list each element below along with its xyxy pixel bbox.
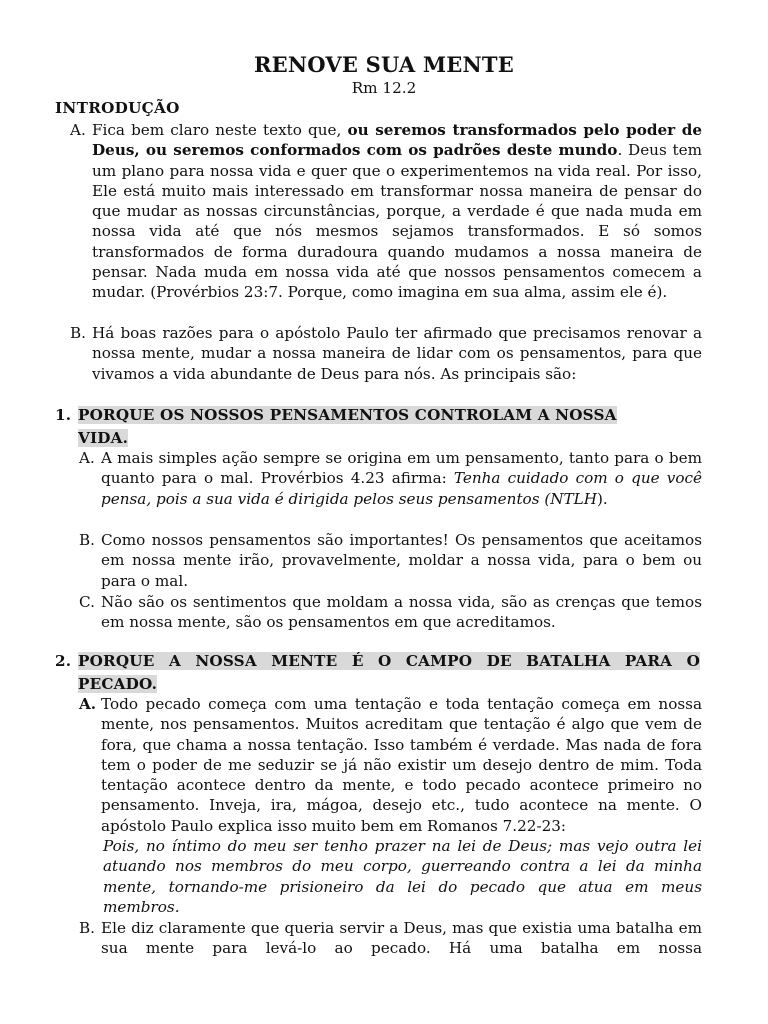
item-text: Há boas razões para o apóstolo Paulo ter afirmado que precisamos renovar a nossa mente, mudar a nossa maneira de lidar com os pensamentos, para que vivamos a vida abundante de Deus para nós. As principais são:	[92, 324, 702, 383]
section-1-item-c	[79, 592, 702, 633]
scripture-reference: Rm 12.2	[351, 79, 417, 97]
item-text: . Deus tem um plano para nossa vida e quer que o experimentemos na vida real. Por isso, Ele está muito mais interessado em transformar nossa maneira de pensar do que mudar as nossas circunstâncias, porque, a verdade é que nada muda em nossa vida até que nós mesmos sejamos transformados. E só somos transformados de forma duradoura quando mudamos a nossa maneira de pensar. Nada muda em nossa vida até que nossos pensamentos comecem a mudar. (Provérbios 23:7. Porque, como imagina em sua alma, assim ele é).	[92, 141, 702, 302]
section-heading-line: PECADO.	[78, 675, 158, 693]
section-2-item-a	[79, 694, 702, 917]
item-label: C.	[79, 593, 95, 611]
section-1-item-a	[79, 448, 702, 509]
scripture-quote: Pois, no íntimo do meu ser tenho prazer na lei de Deus; mas vejo outra lei atuando nos membros do meu corpo, guerreando contra a lei da minha mente, tornando-me prisioneiro da lei do pecado que atua em meus membros.	[103, 837, 702, 916]
item-text: Ele diz claramente que queria servir a Deus, mas que existia uma batalha em sua mente para levá-lo ao pecado. Há uma batalha em nossa	[101, 919, 702, 958]
intro-heading: INTRODUÇÃO	[55, 99, 180, 117]
item-text: A mais simples ação sempre se origina em um pensamento, tanto para o bem quanto para o mal. Provérbios 4.23 afirma:	[101, 449, 702, 488]
item-label: A.	[70, 121, 86, 139]
item-label: A.	[79, 449, 95, 467]
section-heading-line: PORQUE A NOSSA MENTE É O CAMPO DE BATALHA PARA O	[78, 652, 700, 670]
document-title: RENOVE SUA MENTE	[254, 52, 514, 77]
item-text-bold: ou seremos transformados pelo poder de Deus, ou seremos conformados com os padrões deste mundo	[92, 121, 702, 160]
item-text: Fica bem claro neste texto que,	[92, 121, 348, 139]
section-number: 1.	[55, 406, 72, 424]
section-heading-line: VIDA.	[78, 429, 129, 447]
intro-item-b	[70, 323, 702, 384]
section-1-item-b	[79, 530, 702, 591]
section-2-heading	[55, 650, 701, 696]
item-text-italic: Tenha cuidado com o que você pensa, pois a sua vida é dirigida pelos seus pensamentos (NTLH	[101, 469, 702, 508]
item-label: A.	[79, 695, 97, 713]
section-2-item-b	[79, 918, 702, 959]
section-1-heading	[55, 404, 701, 450]
item-label: B.	[79, 531, 95, 549]
section-number: 2.	[55, 652, 72, 670]
item-text: Todo pecado começa com uma tentação e toda tentação começa em nossa mente, nos pensamentos. Muitos acreditam que tentação é algo que vem de fora, que chama a nossa tentação. Isso também é verdade. Mas nada de fora tem o poder de me seduzir se já não existir um desejo dentro de mim. Toda tentação acontece dentro da mente, e todo pecado acontece primeiro no pensamento. Inveja, ira, mágoa, desejo etc., tudo acontece na mente. O apóstolo Paulo explica isso muito bem em Romanos 7.22-23:	[101, 695, 702, 835]
item-text: ).	[597, 489, 608, 508]
item-label: B.	[79, 919, 95, 937]
item-text: Não são os sentimentos que moldam a nossa vida, são as crenças que temos em nossa mente, são os pensamentos em que acreditamos.	[101, 593, 702, 632]
intro-item-a	[70, 120, 702, 303]
item-label: B.	[70, 324, 86, 342]
item-text: Como nossos pensamentos são importantes! Os pensamentos que aceitamos em nossa mente irão, provavelmente, moldar a nossa vida, para o bem ou para o mal.	[101, 531, 702, 590]
section-heading-line: PORQUE OS NOSSOS PENSAMENTOS CONTROLAM A NOSSA	[78, 406, 617, 424]
